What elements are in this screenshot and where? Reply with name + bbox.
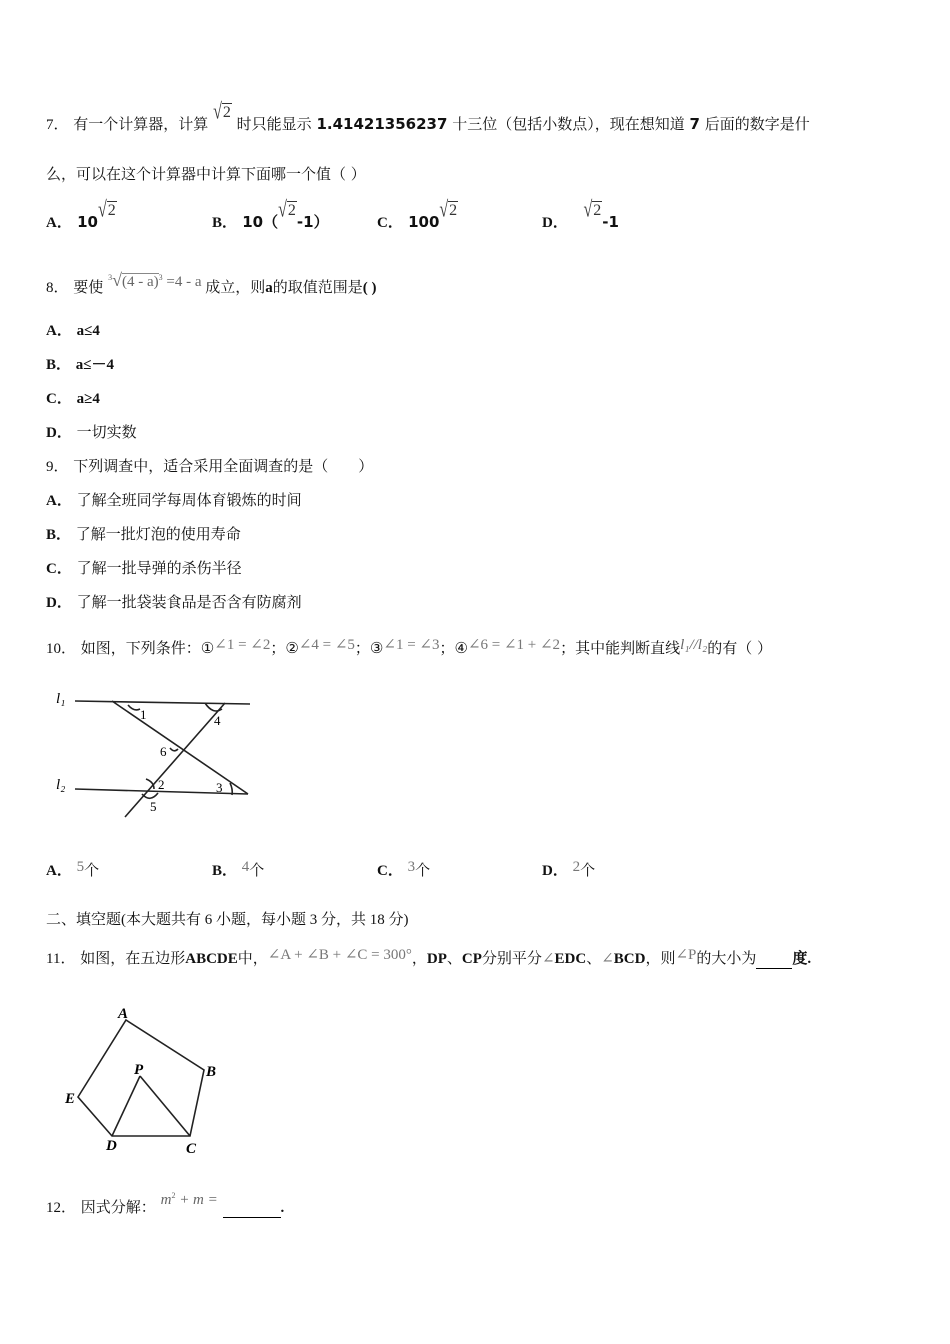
q10-line: 10． 如图，下列条件：①∠1 = ∠2；②∠4 = ∠5；③∠1 = ∠3；④∠6 = ∠1 + ∠2；其中能判断直线l₁//l₂的有（ ）: [46, 637, 772, 657]
q7-line1: [46, 100, 810, 135]
q7-number: 7．: [46, 117, 69, 133]
q10-option-c[interactable]: C． 3个: [377, 859, 431, 879]
q7-optC-sqrt: √2: [439, 198, 458, 223]
q7-display-value: 1.41421356237: [316, 115, 448, 133]
q11-label-p: P: [134, 1062, 144, 1078]
q8-option-a[interactable]: A． a≤4: [46, 323, 100, 339]
q10-angle-5: 5: [150, 799, 157, 814]
q8-option-d[interactable]: D． 一切实数: [46, 423, 137, 441]
q8-number: 8．: [46, 280, 69, 296]
q7-sqrt: √2: [213, 100, 231, 125]
q7-option-a[interactable]: A． 10√2: [46, 198, 116, 231]
q8-expression: $^3$√(4 - a)$^3$ =4 - a: [108, 270, 202, 290]
q10-cond4: ∠6 = ∠1 + ∠2: [467, 637, 561, 653]
q11-figure: [60, 1000, 235, 1160]
q7-option-d[interactable]: D． √2-1: [542, 198, 619, 231]
q10-cond1: ∠1 = ∠2: [214, 637, 271, 653]
q9-option-c[interactable]: C． 了解一批导弹的杀伤半径: [46, 559, 242, 577]
q7-digit: 7: [689, 115, 700, 133]
q8-option-b[interactable]: B． a≤－4: [46, 357, 115, 373]
q7-text-d: 后面的数字是什: [704, 115, 810, 133]
q10-angle-1: 1: [140, 707, 147, 722]
q12-line: 12． 因式分解： $m^2 + m$ = .: [46, 1191, 285, 1216]
q11-condition: ∠A + ∠B + ∠C = 300°: [267, 947, 412, 963]
q11-answer-blank[interactable]: [756, 948, 792, 969]
q7-optD-sqrt: √2: [583, 198, 602, 223]
q10-option-d[interactable]: D． 2个: [542, 859, 596, 879]
q10-angle-2: 2: [158, 777, 165, 792]
q11-label-d: D: [106, 1138, 117, 1154]
q11-line: 11． 如图，在五边形ABCDE中，∠A + ∠B + ∠C = 300°，DP、CP分别平分∠EDC、∠BCD，则∠P的大小为 度.: [46, 947, 812, 967]
q8-option-c[interactable]: C． a≥4: [46, 391, 100, 407]
section2-title: 二、填空题(本大题共有 6 小题，每小题 3 分，共 18 分): [46, 912, 409, 928]
q10-option-a[interactable]: A． 5个: [46, 859, 100, 879]
q8-line: 8． 要使 $^3$√(4 - a)$^3$ =4 - a 成立，则a的取值范围是( ): [46, 270, 377, 296]
q7-text-b: 时只能显示: [236, 115, 312, 133]
q11-label-e: E: [65, 1091, 76, 1107]
q9-option-a[interactable]: A． 了解全班同学每周体育锻炼的时间: [46, 491, 302, 509]
q10-option-b[interactable]: B． 4个: [212, 859, 265, 879]
q10-label-l2: l₂: [56, 777, 66, 793]
q10-label-l1: l₁: [56, 691, 66, 707]
q10-angle-6: 6: [160, 744, 167, 759]
q10-angle-3: 3: [216, 780, 223, 795]
q9-option-d[interactable]: D． 了解一批袋装食品是否含有防腐剂: [46, 593, 302, 611]
q12-expression: $m^2 + m$ =: [160, 1191, 218, 1208]
q7-optB-sqrt: √2: [278, 198, 296, 223]
q10-figure: [50, 685, 265, 825]
q7-text-a: 有一个计算器，计算: [73, 115, 209, 133]
q7-line2: 么，可以在这个计算器中计算下面哪一个值（ ）: [46, 165, 366, 183]
q10-angle-4: 4: [214, 713, 221, 728]
q9-line: 9． 下列调查中，适合采用全面调查的是（ ）: [46, 457, 374, 475]
q7-text-c: 十三位（包括小数点），现在想知道: [452, 115, 685, 133]
q9-option-b[interactable]: B． 了解一批灯泡的使用寿命: [46, 525, 241, 543]
q10-cond2: ∠4 = ∠5: [298, 637, 355, 653]
q11-label-a: A: [118, 1006, 129, 1022]
q10-cond3: ∠1 = ∠3: [383, 637, 440, 653]
q7-optA-sqrt: √2: [97, 198, 116, 223]
q11-label-b: B: [206, 1064, 217, 1080]
q7-option-c[interactable]: C． 100√2: [377, 198, 458, 231]
q11-label-c: C: [186, 1141, 197, 1157]
q12-answer-blank[interactable]: [223, 1197, 281, 1218]
q10-lines: l₁//l₂: [680, 637, 708, 653]
q7-option-b[interactable]: B． 10（√2-1）: [212, 198, 329, 231]
